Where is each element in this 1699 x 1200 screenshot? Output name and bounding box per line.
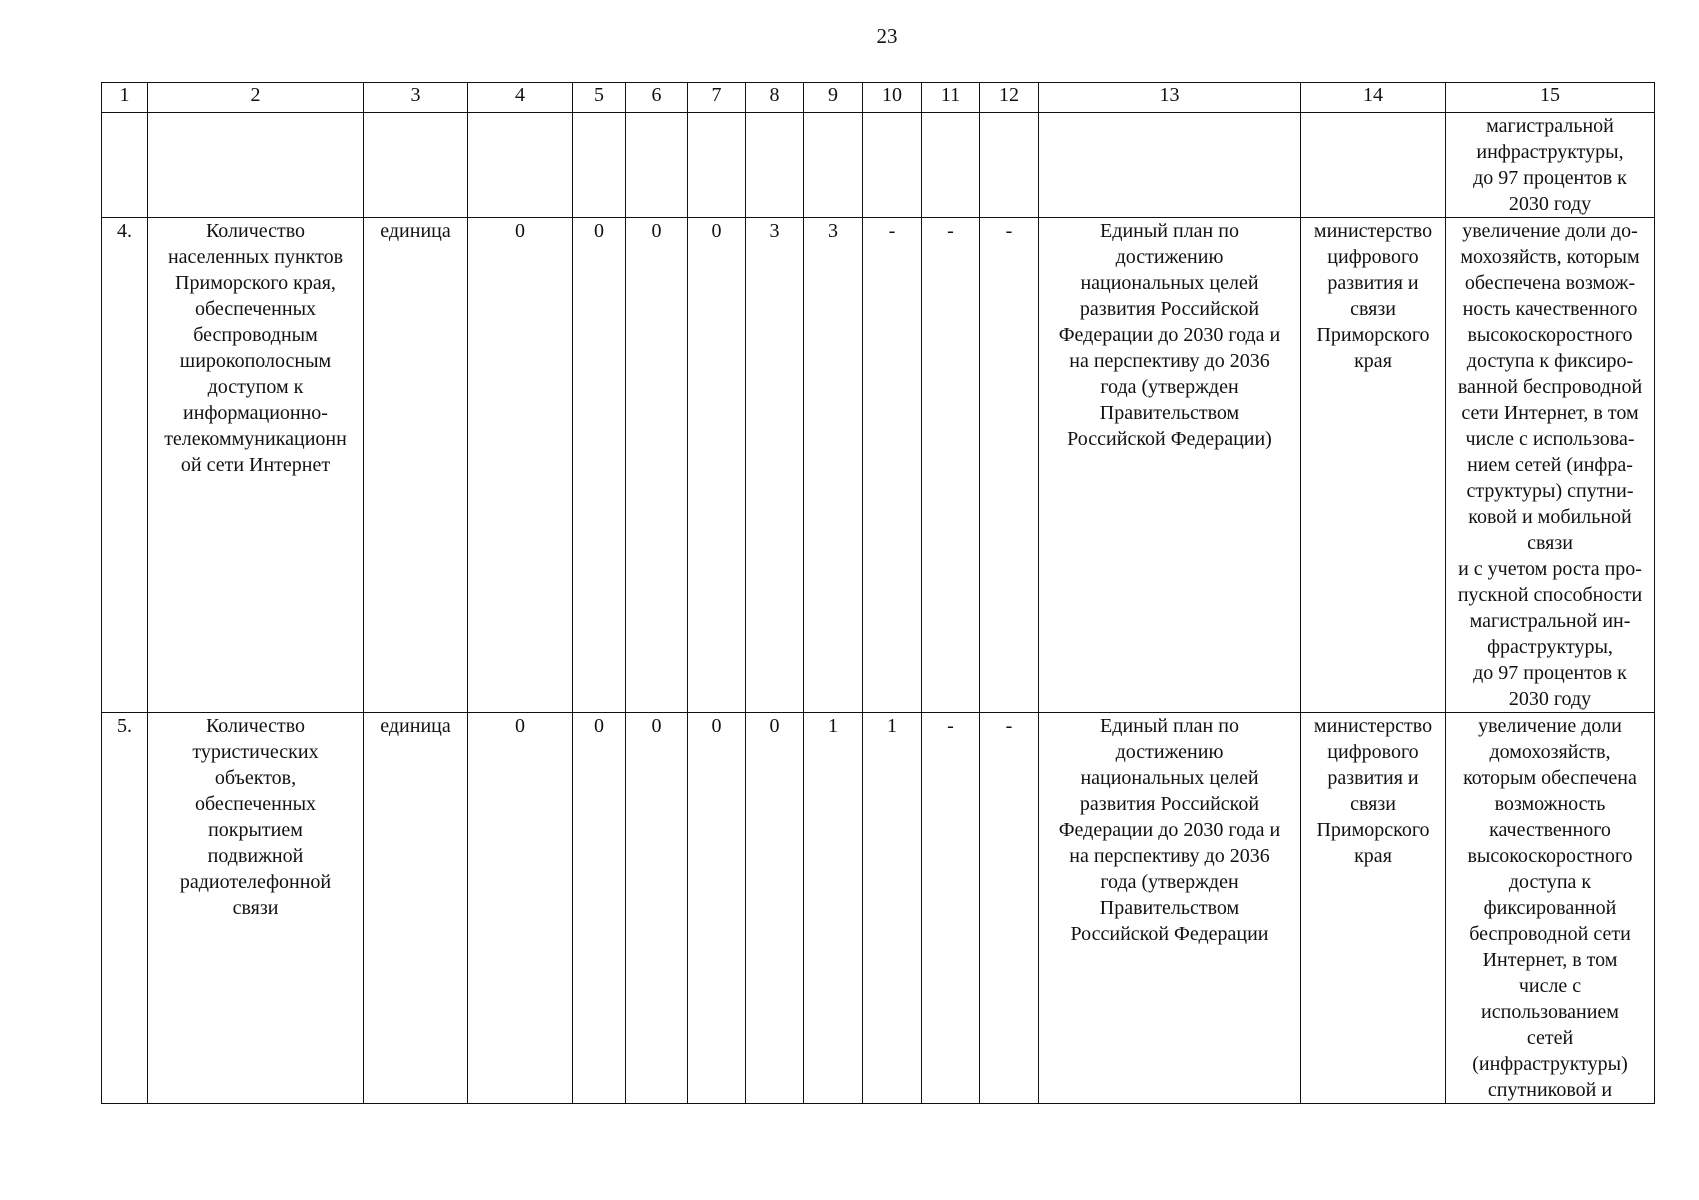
column-number-row: [102, 83, 1655, 113]
empty-cell: [102, 113, 148, 218]
column-number: 11: [922, 83, 980, 113]
column-number: 12: [980, 83, 1039, 113]
value-cell: 3: [746, 218, 804, 713]
value-cell: -: [922, 218, 980, 713]
column-number: 15: [1446, 83, 1655, 113]
empty-cell: [148, 113, 364, 218]
value-cell: 0: [688, 713, 746, 1104]
empty-cell: [746, 113, 804, 218]
value-cell: 3: [804, 218, 863, 713]
responsible-cell: министерство цифрового развития и связи Приморского края: [1301, 218, 1446, 713]
page-number: 23: [876, 24, 898, 48]
indicators-table: [101, 82, 1655, 1104]
responsible-cell: министерство цифрового развития и связи Приморского края: [1301, 713, 1446, 1104]
empty-cell: [364, 113, 468, 218]
document-cell: Единый план по достижению национальных целей развития Российской Федерации до 2030 года и на перспективу до 2036 года (утвержден Правительством Российской Федерации: [1039, 713, 1301, 1104]
document-cell: Единый план по достижению национальных целей развития Российской Федерации до 2030 года и на перспективу до 2036 года (утвержден Правительством Российской Федерации): [1039, 218, 1301, 713]
column-number: 7: [688, 83, 746, 113]
value-cell: -: [980, 713, 1039, 1104]
column-number: 8: [746, 83, 804, 113]
value-cell: 0: [746, 713, 804, 1104]
result-cell: увеличение доли до- мохозяйств, которым обеспечена возмож- ность качественного высокоскоростного доступа к фиксиро- ванной беспроводной сети Интернет, в том числе с использова- нием сетей (инфра- структуры) спутни- ковой и мобильной связи и с учетом роста про- пускной способности магистральной ин- фраструктуры, до 97 процентов к 2030 году: [1446, 218, 1655, 713]
column-number: 6: [626, 83, 688, 113]
table-row: [102, 713, 1655, 1104]
empty-cell: [688, 113, 746, 218]
empty-cell: [980, 113, 1039, 218]
column-number: 14: [1301, 83, 1446, 113]
unit-cell: единица: [364, 218, 468, 713]
value-cell: 0: [688, 218, 746, 713]
column-number: 3: [364, 83, 468, 113]
empty-cell: [468, 113, 573, 218]
continuation-row: [102, 113, 1655, 218]
value-cell: 0: [626, 218, 688, 713]
empty-cell: [804, 113, 863, 218]
table-row: [102, 218, 1655, 713]
value-cell: -: [980, 218, 1039, 713]
empty-cell: [626, 113, 688, 218]
column-number: 2: [148, 83, 364, 113]
row-number: 5.: [102, 713, 148, 1104]
empty-cell: [1039, 113, 1301, 218]
value-cell: 0: [573, 713, 626, 1104]
column-number: 5: [573, 83, 626, 113]
empty-cell: [1301, 113, 1446, 218]
result-cell: магистральной инфраструктуры, до 97 процентов к 2030 году: [1446, 113, 1655, 218]
value-cell: 0: [468, 218, 573, 713]
column-number: 9: [804, 83, 863, 113]
empty-cell: [922, 113, 980, 218]
result-cell: увеличение доли домохозяйств, которым обеспечена возможность качественного высокоскоростного доступа к фиксированной беспроводной сети Интернет, в том числе с использованием сетей (инфраструктуры) спутниковой и: [1446, 713, 1655, 1104]
empty-cell: [863, 113, 922, 218]
value-cell: 1: [863, 713, 922, 1104]
column-number: 4: [468, 83, 573, 113]
empty-cell: [573, 113, 626, 218]
value-cell: 0: [573, 218, 626, 713]
unit-cell: единица: [364, 713, 468, 1104]
row-number: 4.: [102, 218, 148, 713]
column-number: 1: [102, 83, 148, 113]
column-number: 13: [1039, 83, 1301, 113]
value-cell: 1: [804, 713, 863, 1104]
indicator-name: Количество населенных пунктов Приморского края, обеспеченных беспроводным широкополосным доступом к информационно- телекоммуникационн ой сети Интернет: [148, 218, 364, 713]
indicator-name: Количество туристических объектов, обеспеченных покрытием подвижной радиотелефонной связи: [148, 713, 364, 1104]
value-cell: -: [863, 218, 922, 713]
value-cell: -: [922, 713, 980, 1104]
value-cell: 0: [626, 713, 688, 1104]
value-cell: 0: [468, 713, 573, 1104]
column-number: 10: [863, 83, 922, 113]
